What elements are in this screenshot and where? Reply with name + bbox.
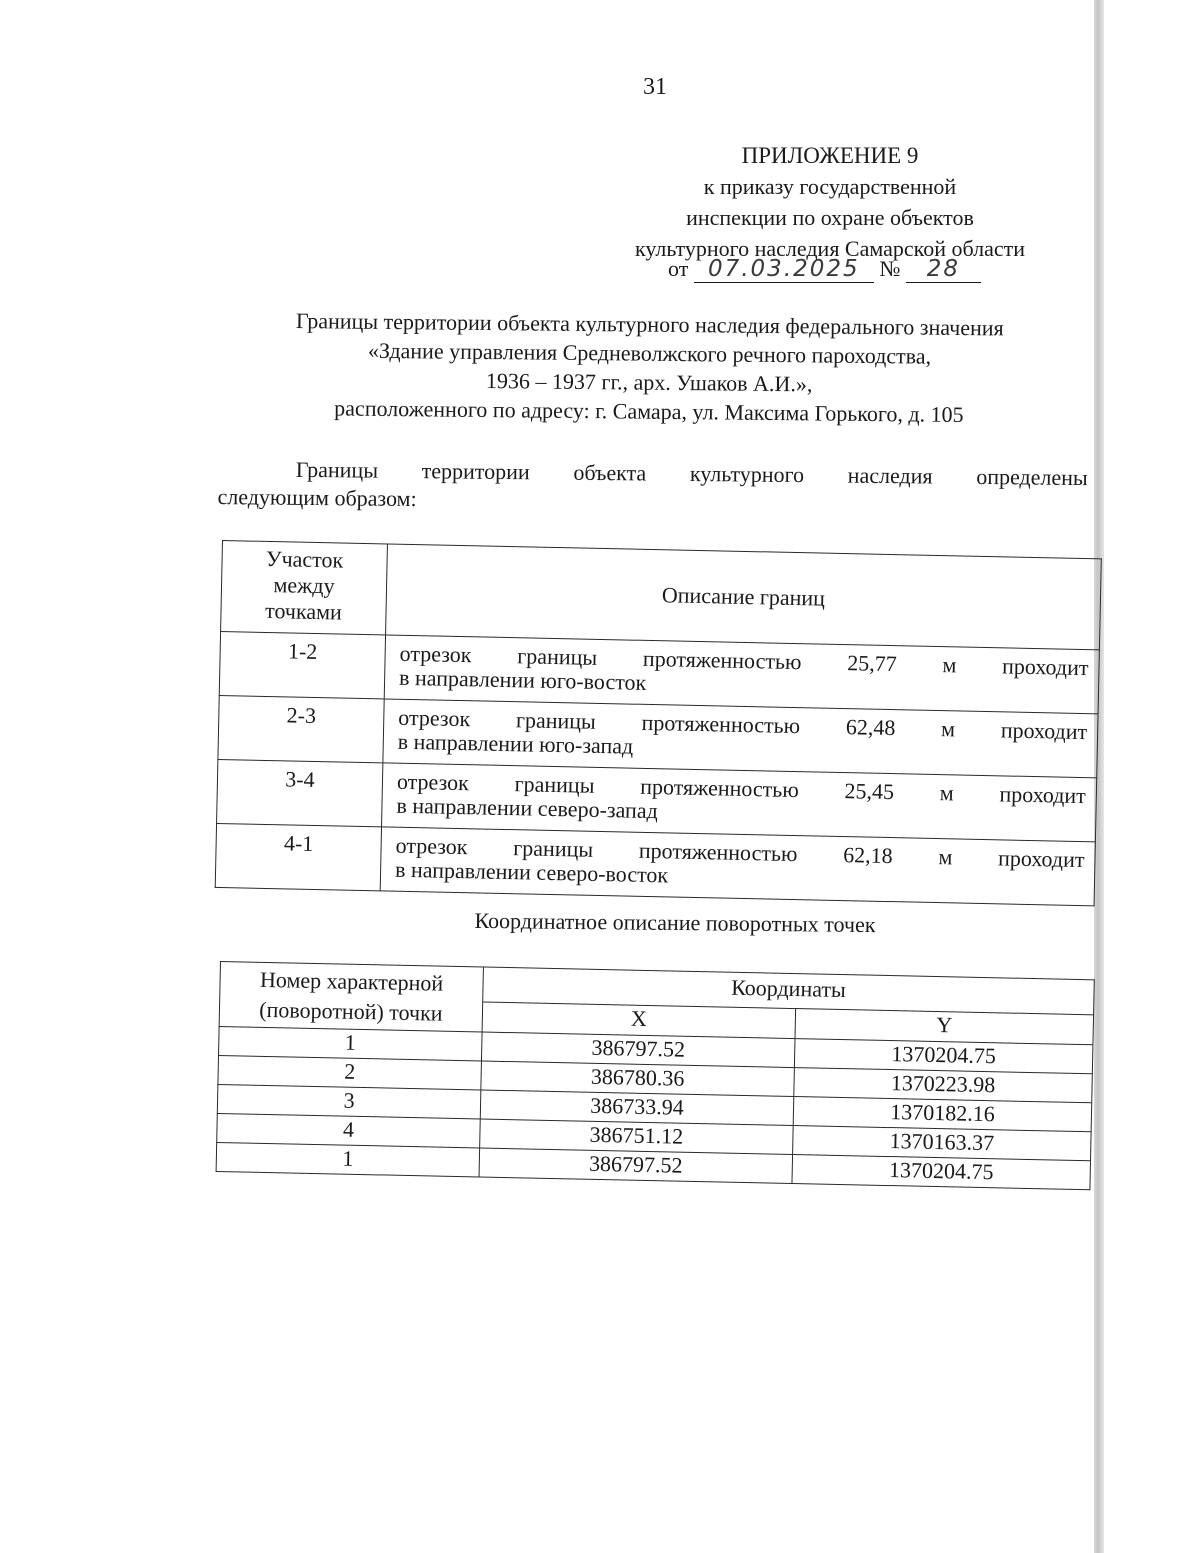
intro-word: территории [421,458,530,485]
handwritten-date: 07.03.2025 [694,256,874,283]
point-cell: 1 [216,1142,480,1177]
y-cell: 1370163.37 [793,1126,1092,1161]
appendix-title: ПРИЛОЖЕНИЕ 9 [741,143,919,168]
description-cell: отрезок границы протяженностью 62,48 м проходит в направлении юго-запад [383,699,1098,778]
y-cell: 1370204.75 [794,1039,1093,1074]
order-date-number [668,256,1008,283]
intro-word: наследия [847,462,933,489]
point-cell: 1 [219,1026,483,1061]
appendix-line-2: инспекции по охране объектов [686,205,974,230]
y-cell: 1370223.98 [794,1068,1093,1103]
intro-line-2: следующим образом: [217,483,417,512]
segment-cell: 3-4 [217,759,383,826]
header-x: X [482,1002,796,1039]
segment-cell: 1-2 [219,631,385,698]
appendix-line-3: культурного наследия Самарской области [634,236,1026,261]
header-description: Описание границ [386,544,1102,650]
heading-line-4: расположенного по адресу: г. Самара, ул. Максима Горького, д. 105 [334,395,964,428]
intro-word: Границы [295,456,379,483]
x-cell: 386780.36 [481,1061,795,1097]
point-cell: 2 [218,1055,482,1090]
point-cell: 4 [217,1113,481,1148]
y-cell: 1370204.75 [792,1155,1091,1190]
from-label: от [668,256,689,281]
description-cell: отрезок границы протяженностью 62,18 м проходит в направлении северо-восток [380,827,1095,906]
segment-cell: 2-3 [218,695,384,762]
boundaries-table [215,540,1102,906]
x-cell: 386733.94 [480,1090,794,1126]
number-label: № [879,256,901,281]
y-cell: 1370182.16 [793,1097,1092,1132]
header-point-number: Номер характерной (поворотной) точки [219,962,483,1032]
page-number: 31 [643,74,667,100]
header-segment: Участок между точками [221,541,388,635]
intro-word: культурного [689,460,805,488]
coordinates-table [216,961,1095,1190]
document-heading [199,305,1100,430]
point-cell: 3 [217,1084,481,1119]
heading-line-2: «Здание управления Средневолжского речного пароходства, [367,337,932,369]
x-cell: 386751.12 [480,1119,794,1155]
description-cell: отрезок границы протяженностью 25,77 м проходит в направлении юго-восток [384,635,1099,714]
x-cell: 386797.52 [481,1032,795,1068]
handwritten-number: 28 [906,256,981,283]
intro-paragraph [217,455,1088,520]
intro-word: объекта [573,459,647,486]
header-y: Y [795,1008,1094,1044]
appendix-block [560,140,1100,264]
header-coordinates: Координаты [483,967,1095,1015]
description-cell: отрезок границы протяженностью 25,45 м проходит в направлении северо-запад [382,763,1097,842]
heading-line-3: 1936 – 1937 гг., арх. Ушаков А.И.», [485,367,813,397]
intro-word: определены [976,463,1088,491]
appendix-line-1: к приказу государственной [703,174,957,199]
segment-cell: 4-1 [215,823,381,890]
heading-line-1: Границы территории объекта культурного наследия федерального значения [295,308,1004,341]
x-cell: 386797.52 [479,1148,793,1184]
coords-title: Координатное описание поворотных точек [474,907,876,938]
